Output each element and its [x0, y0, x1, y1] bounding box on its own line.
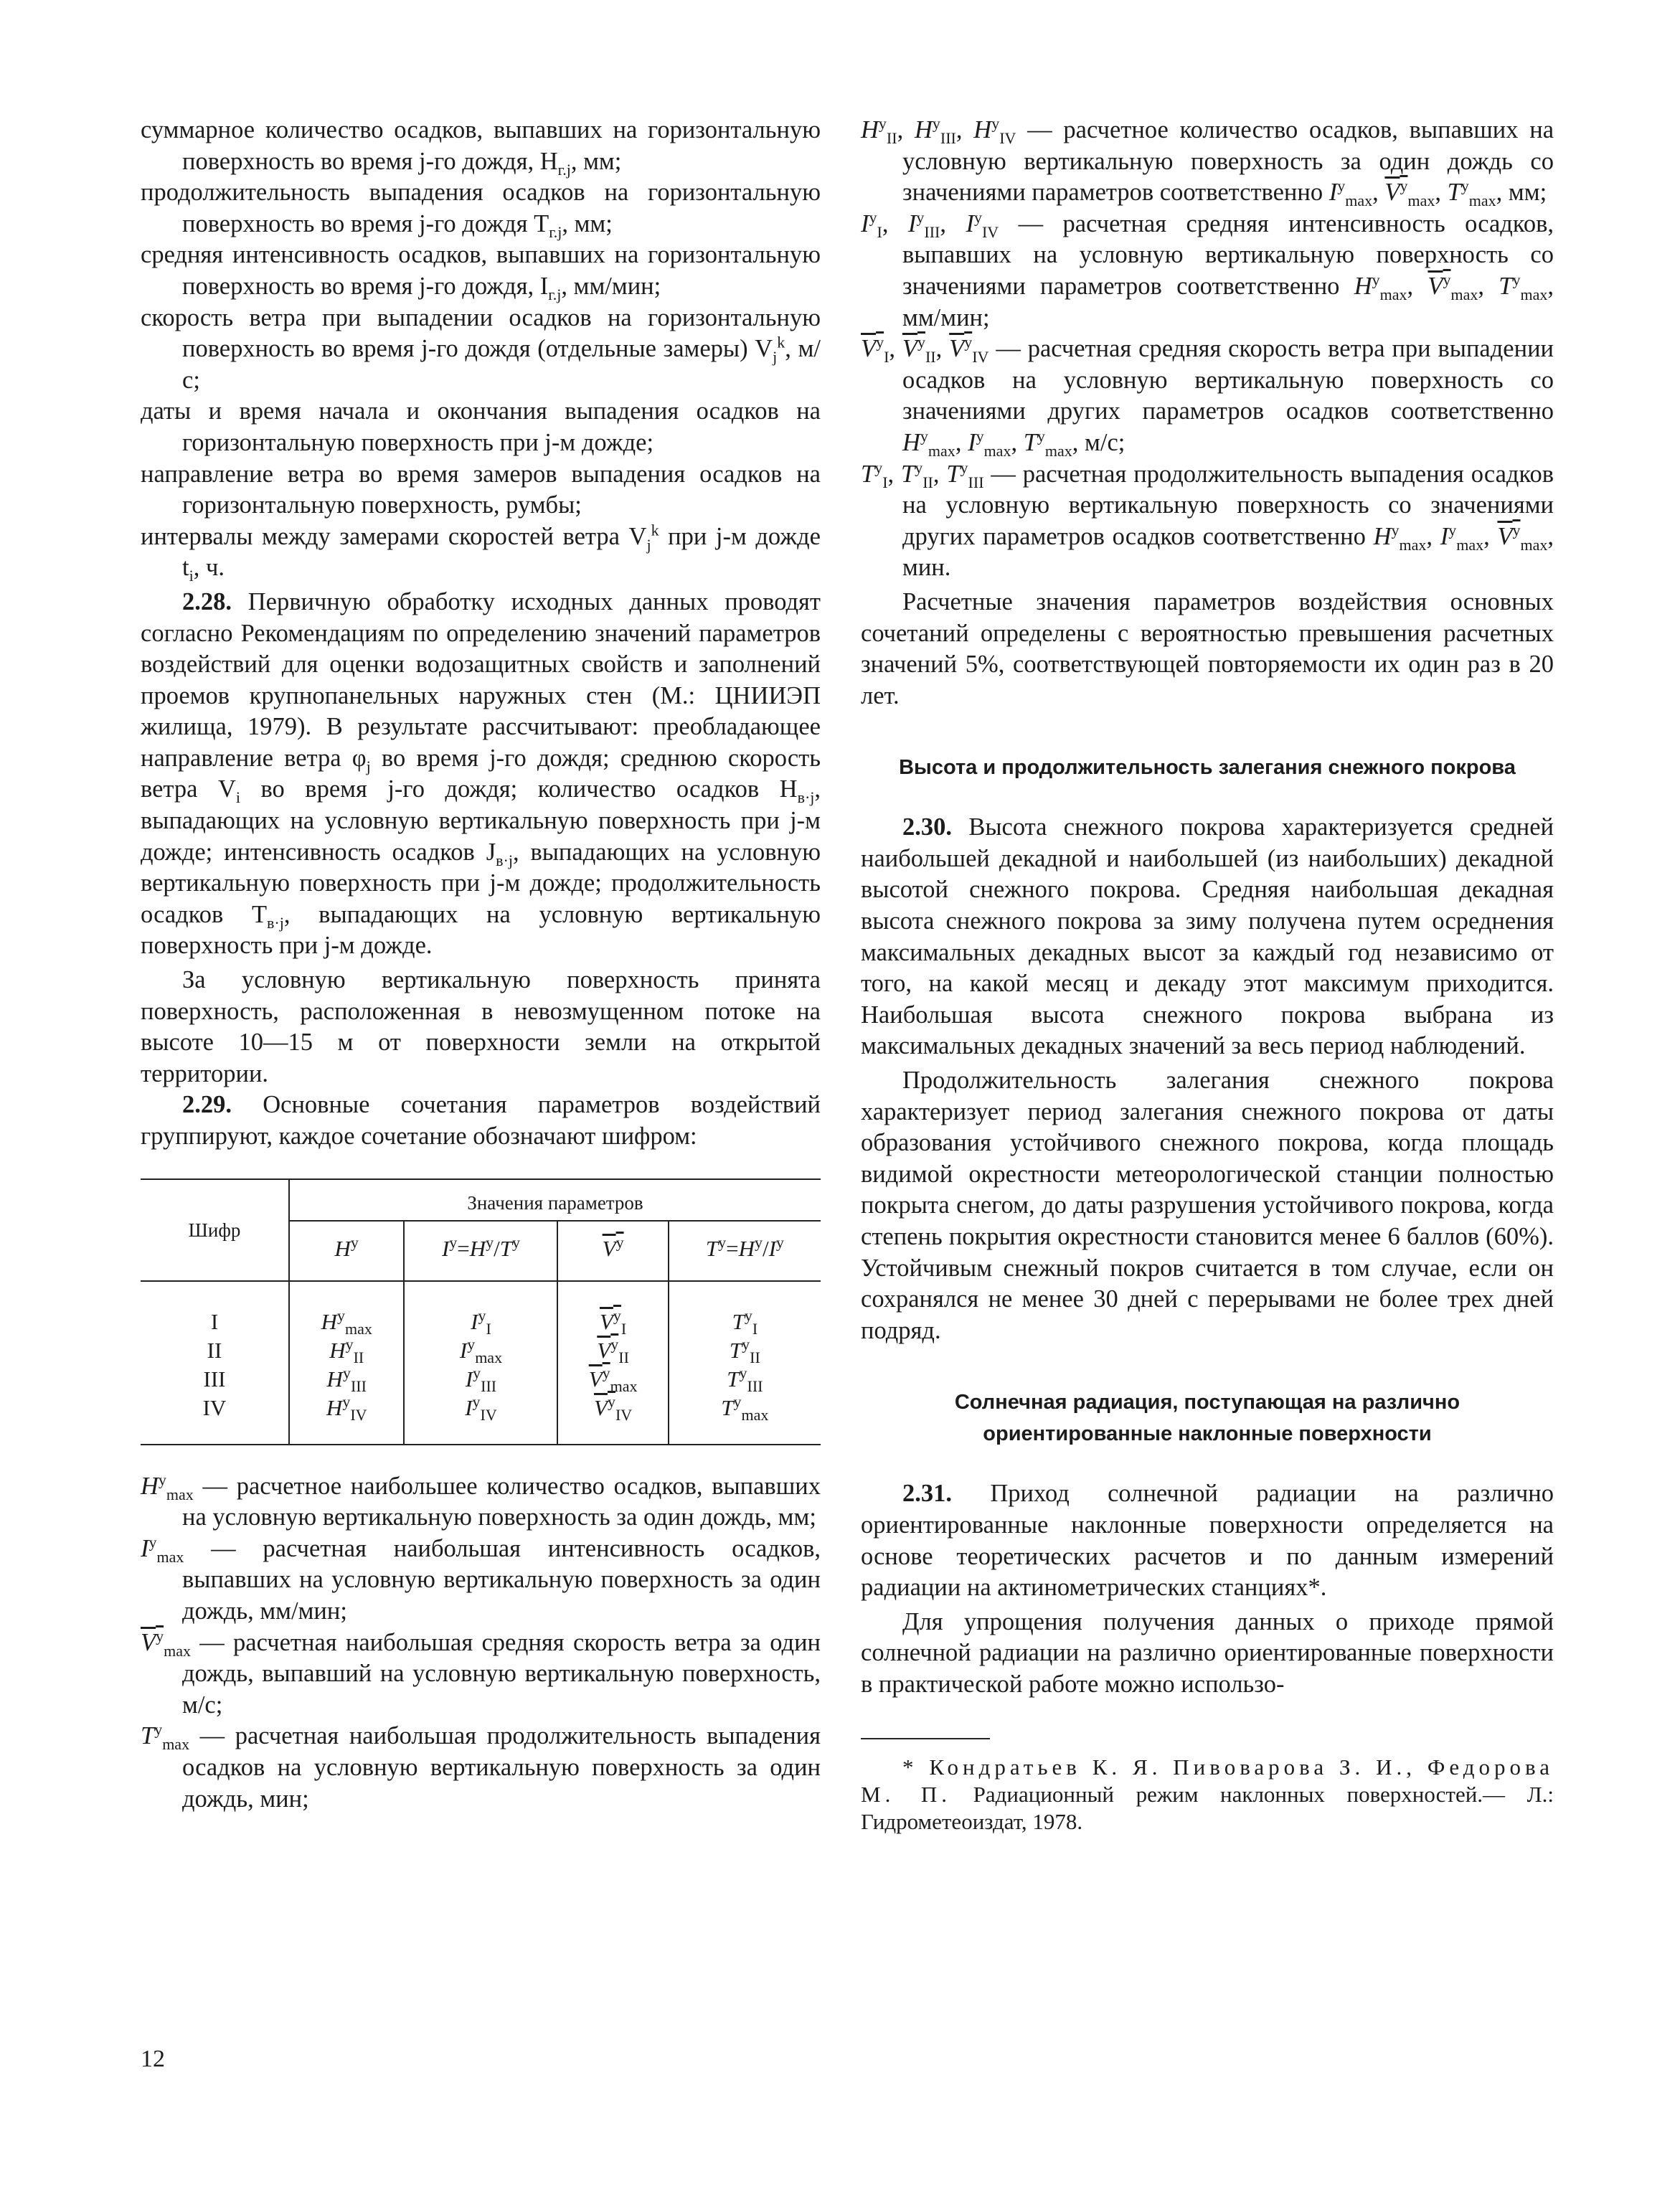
paragraph-snow-duration: Продолжительность залегания снежного покрова характеризует период залегания снежного покрова от даты образования устойчивого снежного покрова, когда площадь видимой окрестности метеорологической станции полностью покрыта снегом, до даты разрушения устойчивого покрова, когда степень покрытия окрестности становится менее 6 баллов (60%). Устойчивым снежный покров считается в том случае, если он сохранялся не менее 30 дней с перерывами не более трех дней подряд. [861, 1067, 1554, 1344]
table-cell-i: $I^у_I$ [404, 1281, 557, 1336]
table-header-i: $I^у=H^у/T^у$ [404, 1221, 557, 1281]
list-item-wind-direction: направление ветра во время замеров выпадения осадков на горизонтальную поверхность, румбы; [141, 460, 821, 519]
paragraph-2-30: 2.30. Высота снежного покрова характеризуется средней наибольшей декадной и наибольшей (из наибольших) декадной высотой снежного покрова. Средняя наибольшая декадная высота снежного покрова за зиму получена путем осреднения максимальных декадных высот за каждый год независимо от того, на какой месяц и декаду этот максимум приходится. Наибольшая высота снежного покрова выбрана из максимальных декадных значений за весь период наблюдений. [861, 813, 1554, 1060]
paragraph-2-28: 2.28. Первичную обработку исходных данных проводят согласно Рекомендациям по определению значений параметров воздействий для оценки водозащитных свойств и заполнений проемов крупнопанельных наружных стен (М.: ЦНИИЭП жилища, 1979). В результате рассчитывают: преобладающее направление ветра $\varphi_j$ во время j-го дождя; среднюю скорость ветра $V_i$ во время j-го дождя; количество осадков $H_{в\cdot j}$, выпадающих на условную вертикальную поверхность при j-м дожде; интенсивность осадков $J_{в\cdot j}$, выпадающих на условную вертикальную поверхность при j-м дожде; продолжительность осадков $T_{в\cdot j}$, выпадающих на условную вертикальную поверхность при j-м дожде. [141, 587, 821, 960]
table-cell-v: $V^у_{max}$ [557, 1365, 668, 1394]
table-row [141, 1281, 821, 1336]
list-item-dates: даты и время начала и окончания выпадения осадков на горизонтальную поверхность при j-м дожде; [141, 397, 821, 456]
table-cell-code: II [207, 1337, 222, 1363]
right-column [861, 115, 1554, 1836]
definition-t-i-ii-iii: $T^у_I$, $T^у_{II}$, $T^у_{III}$ — расчетная продолжительность выпадения осадков на условную вертикальную поверхность со значениями других параметров осадков соответственно $H^у_{max}$, $I^у_{max}$, $V^у_{max}$, мин. [861, 458, 1554, 582]
list-item-wind-speed: скорость ветра при выпадении осадков на горизонтальную поверхность во время j-го дождя (отдельные замеры) $V_j^k$, м/с; [141, 303, 821, 394]
definition-v-max: $V^у_{max}$ — расчетная наибольшая средняя скорость ветра за один дождь, выпавший на условную вертикальную поверхность, м/с; [141, 1627, 821, 1719]
table-cell-t: $T^у_{III}$ [669, 1365, 821, 1394]
table-row [141, 1336, 821, 1365]
table-cell-h: $H^у_{max}$ [289, 1281, 404, 1336]
definition-t-max: $T^у_{max}$ — расчетная наибольшая продолжительность выпадения осадков на условную вертикальную поверхность за один дождь, мин; [141, 1720, 821, 1813]
list-item-intervals: интервалы между замерами скоростей ветра $V_j^k$ при j-м дожде $t_i$, ч. [141, 521, 821, 585]
definition-i-i-iii-iv: $I^у_I$, $I^у_{III}$, $I^у_{IV}$ — расчетная средняя интенсивность осадков, выпавших на условную вертикальную поверхность со значениями параметров соответственно $H^у_{max}$, $V^у_{max}$, $T^у_{max}$, мм/мин; [861, 208, 1554, 331]
table-cell-i: $I^у_{max}$ [404, 1336, 557, 1365]
table-row [141, 1394, 821, 1445]
table-cell-code: III [203, 1366, 226, 1392]
paragraph-2-31: 2.31. Приход солнечной радиации на различно ориентированные наклонные поверхности определяется на основе теоретических расчетов и по данным измерений радиации на актинометрических станциях*. [861, 1480, 1554, 1602]
paragraph-simplification: Для упрощения получения данных о приходе прямой солнечной радиации на различно ориентированные поверхности в практической работе можно использо- [861, 1607, 1554, 1698]
paragraph-calculated-values: Расчетные значения параметров воздействия основных сочетаний определены с вероятностью превышения расчетных значений 5%, соответствующей повторяемости их один раз в 20 лет. [861, 587, 1554, 709]
footnote-divider [861, 1738, 990, 1739]
list-item-precip-amount: суммарное количество осадков, выпавших на горизонтальную поверхность во время j-го дождя, $H_{г.j}$, мм; [141, 116, 821, 179]
definition-h-max: $H^у_{max}$ — расчетное наибольшее количество осадков, выпавших на условную вертикальную поверхность за один дождь, мм; [141, 1470, 821, 1531]
paragraph-conditional-surface: За условную вертикальную поверхность принята поверхность, расположенная в невозмущенном потоке на высоте 10—15 м от поверхности земли на открытой территории. [141, 966, 821, 1087]
table-cell-v: $V^у_I$ [557, 1281, 668, 1336]
table-cell-v: $V^у_{II}$ [557, 1336, 668, 1365]
footnote: * Кондратьев К. Я. Пивоварова З. И., Федорова М. П. Радиационный режим наклонных поверхностей.— Л.: Гидрометеоиздат, 1978. [861, 1754, 1554, 1834]
page-number: 12 [141, 2046, 165, 2072]
table-cell-h: $H^у_{II}$ [289, 1336, 404, 1365]
list-item-precip-duration: продолжительность выпадения осадков на горизонтальную поверхность во время j-го дождя $T_{г.j}$, мм; [141, 179, 821, 241]
definition-v-i-ii-iv: $V^у_I$, $V^у_{II}$, $V^у_{IV}$ — расчетная средняя скорость ветра при выпадении осадков на условную вертикальную поверхность со значениями других параметров осадков соответственно $H^у_{max}$, $I^у_{max}$, $T^у_{max}$, м/с; [861, 333, 1554, 460]
table-cell-i: $I^у_{IV}$ [404, 1394, 557, 1445]
table-cell-h: $H^у_{III}$ [289, 1365, 404, 1394]
table-cell-v: $V^у_{IV}$ [557, 1394, 668, 1445]
paragraph-2-29: 2.29. Основные сочетания параметров воздействий группируют, каждое сочетание обозначают шифром: [141, 1091, 821, 1150]
left-column [141, 115, 821, 1815]
table-cell-t: $T^у_{II}$ [669, 1336, 821, 1365]
definition-h-ii-iii-iv: $H^у_{II}$, $H^у_{III}$, $H^у_{IV}$ — расчетное количество осадков, выпавших на условную вертикальную поверхность за один дождь со значениями параметров соответственно $I^у_{max}$, $V^у_{max}$, $T^у_{max}$, мм; [861, 114, 1554, 210]
table-cell-h: $H^у_{IV}$ [289, 1394, 404, 1445]
table-cell-t: $T^у_{max}$ [669, 1394, 821, 1445]
list-item-precip-intensity: средняя интенсивность осадков, выпавших на горизонтальную поверхность во время j-го дождя, $I_{г.j}$, мм/мин; [141, 241, 821, 303]
table-header-params: Значения параметров [289, 1179, 821, 1221]
table-cell-t: $T^у_I$ [669, 1281, 821, 1336]
parameters-table [141, 1178, 821, 1445]
table-cell-i: $I^у_{III}$ [404, 1365, 557, 1394]
table-header-v: $V^у$ [557, 1221, 668, 1281]
definition-i-max: $I^у_{max}$ — расчетная наибольшая интенсивность осадков, выпавших на условную вертикальную поверхность за один дождь, мм/мин; [141, 1533, 821, 1625]
table-header-t: $T^у=H^у/I^у$ [669, 1221, 821, 1281]
table-header-h: $H^у$ [289, 1221, 404, 1281]
table-cell-code: IV [202, 1394, 227, 1420]
table-cell-code: I [210, 1308, 219, 1334]
table-header-shifr: Шифр [141, 1179, 289, 1281]
table-row [141, 1365, 821, 1394]
section-heading-snow-cover: Высота и продолжительность залегания снежного покрова [899, 756, 1516, 780]
section-heading-solar-radiation: Солнечная радиация, поступающая на различно ориентированные наклонные поверхности [954, 1391, 1460, 1446]
